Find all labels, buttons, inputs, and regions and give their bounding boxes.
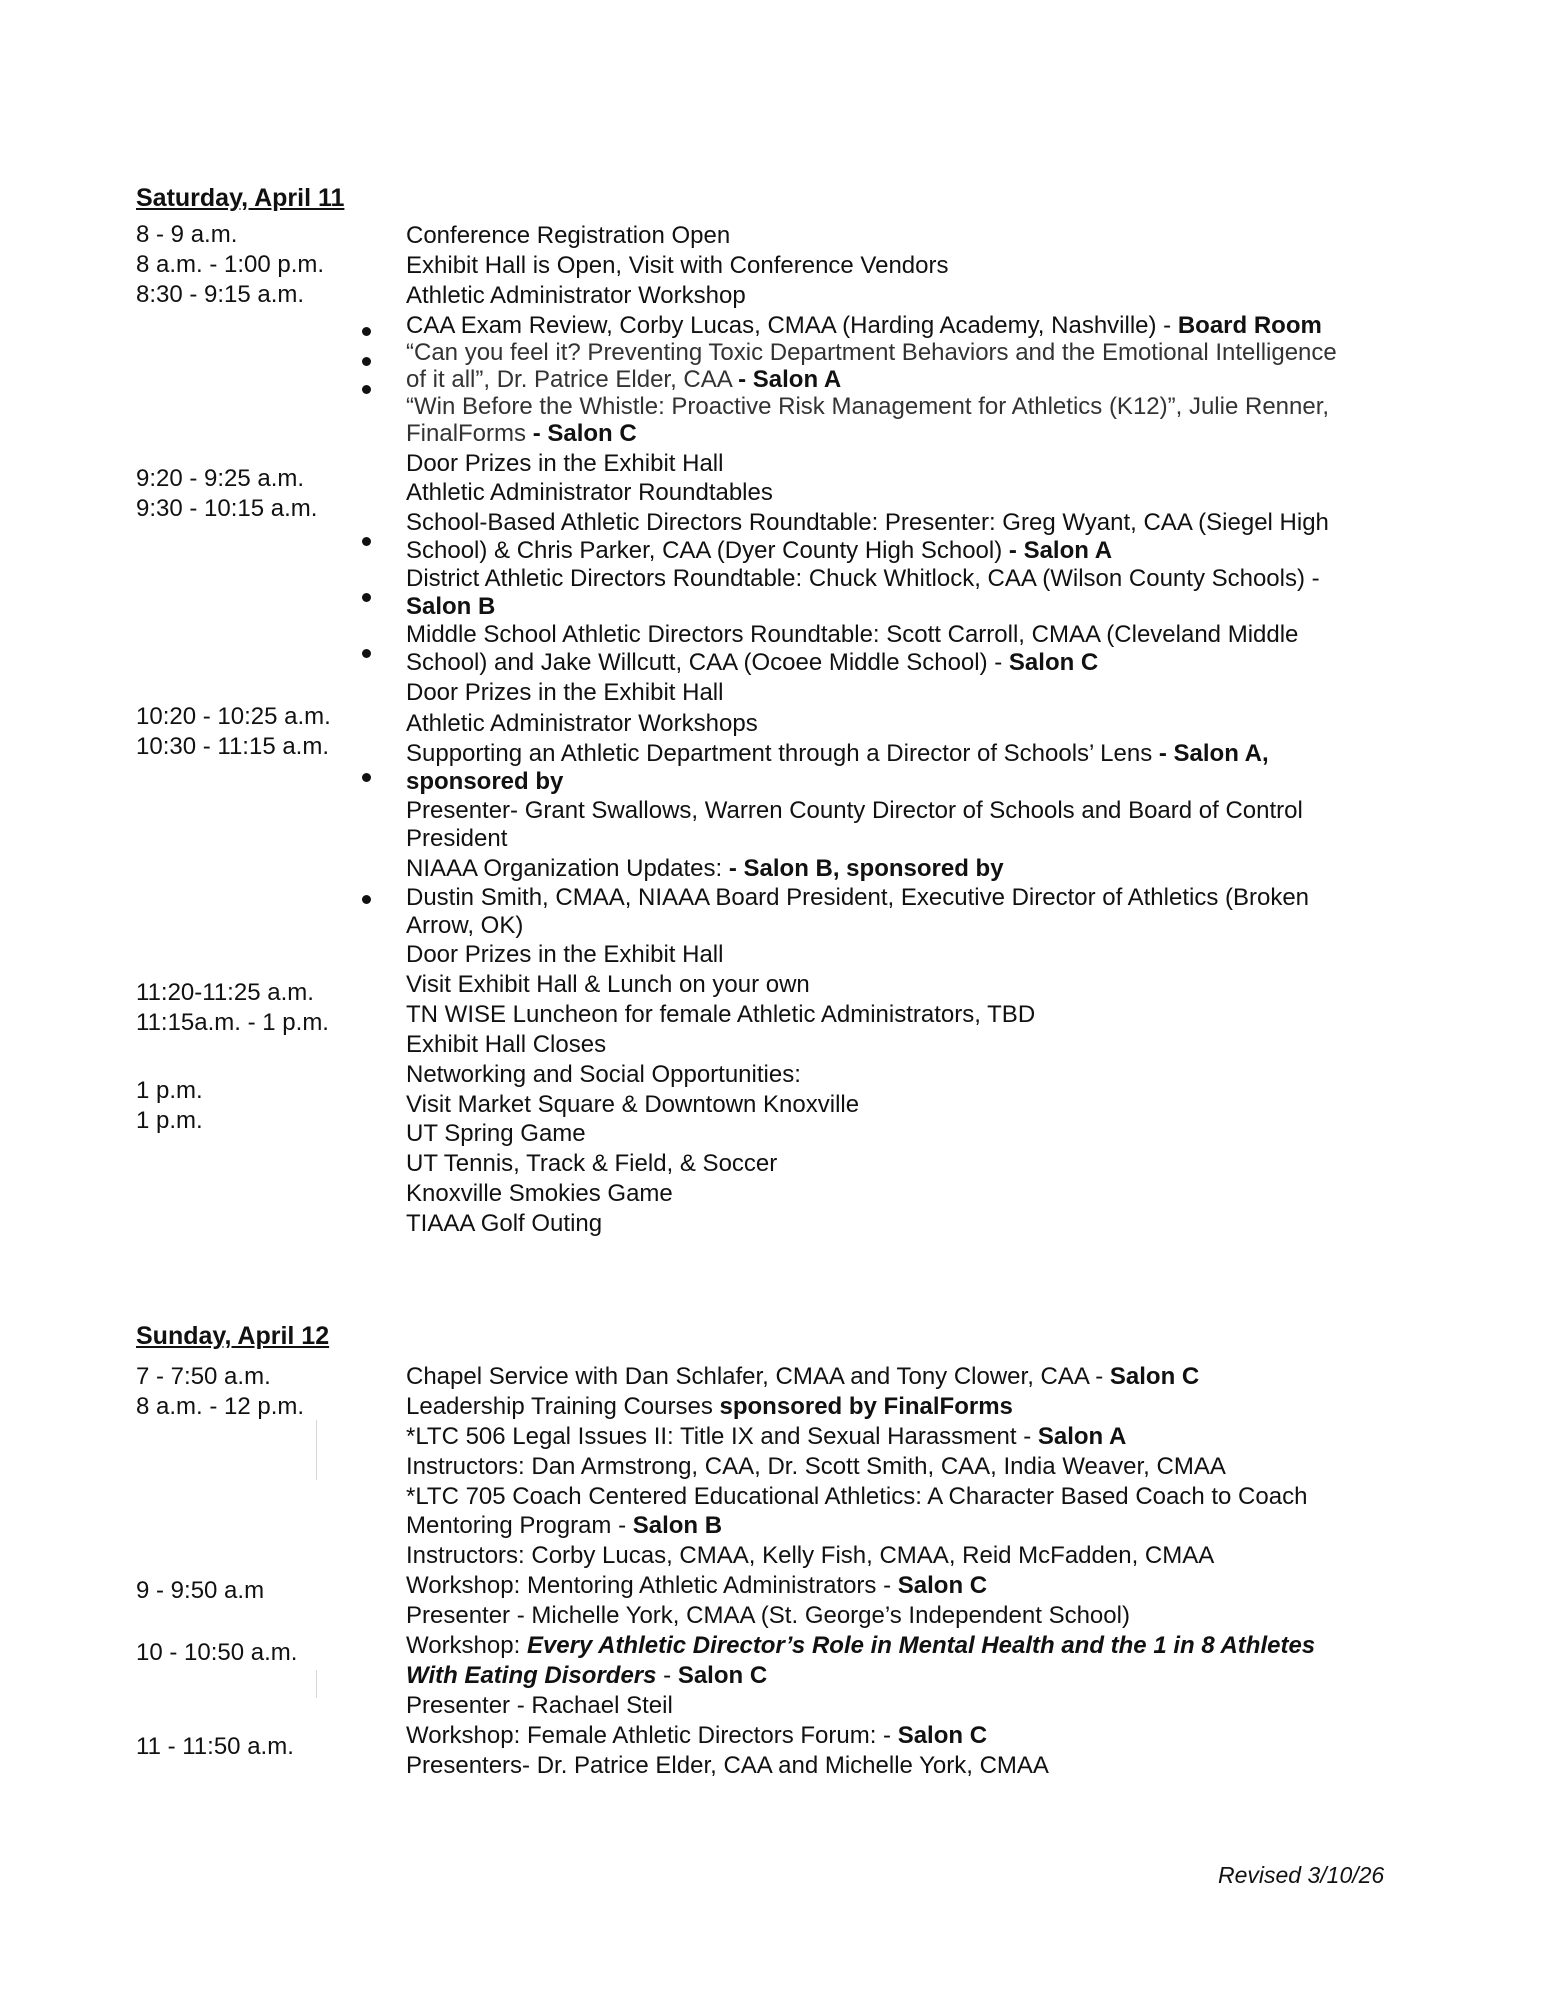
event-text: School) & Chris Parker, CAA (Dyer County High School) — [406, 537, 1009, 564]
event-line — [406, 1423, 1126, 1451]
event-text: Workshop: Mentoring Athletic Administrators - — [406, 1572, 898, 1599]
event-line: Visit Market Square & Downtown Knoxville — [406, 1091, 860, 1118]
time-label: 8 a.m. - 1:00 p.m. — [136, 251, 325, 278]
room-label: - Salon A — [1008, 537, 1113, 564]
event-line: Athletic Administrator Roundtables — [406, 479, 773, 506]
event-line: Presenter - Michelle York, CMAA (St. George’s Independent School) — [406, 1602, 1130, 1629]
event-text: Workshop: Female Athletic Directors Forum: - — [406, 1722, 898, 1749]
time-label: 9:30 - 10:15 a.m. — [136, 495, 318, 522]
event-text: CAA Exam Review, Corby Lucas, CMAA (Harding Academy, Nashville) - — [406, 312, 1178, 339]
bullet-icon — [362, 385, 371, 394]
sponsor-label: sponsored by FinalForms — [719, 1393, 1013, 1420]
event-line: Instructors: Dan Armstrong, CAA, Dr. Scott Smith, CAA, India Weaver, CMAA — [406, 1453, 1226, 1480]
event-line: Exhibit Hall is Open, Visit with Conference Vendors — [406, 252, 949, 279]
event-line: Athletic Administrator Workshops — [406, 710, 758, 737]
event-line: Knoxville Smokies Game — [406, 1180, 673, 1207]
event-line — [406, 1512, 722, 1540]
event-text: - — [656, 1662, 678, 1689]
event-line — [406, 1393, 1013, 1421]
event-text: of it all”, Dr. Patrice Elder, CAA — [406, 366, 739, 393]
event-text: Workshop: — [406, 1632, 527, 1659]
saturday-heading: Saturday, April 11 — [136, 184, 345, 212]
event-line — [406, 1572, 987, 1600]
event-line — [406, 1632, 1315, 1660]
event-line: Networking and Social Opportunities: — [406, 1061, 801, 1088]
time-label: 8 - 9 a.m. — [136, 221, 238, 248]
event-line: Presenters- Dr. Patrice Elder, CAA and Michelle York, CMAA — [406, 1752, 1049, 1779]
time-label: 9:20 - 9:25 a.m. — [136, 465, 305, 492]
time-label: 8 a.m. - 12 p.m. — [136, 1393, 305, 1420]
bullet-icon — [362, 537, 371, 546]
event-line — [406, 1662, 767, 1690]
room-label: - Salon B, sponsored by — [728, 855, 1004, 882]
bullet-icon — [362, 327, 371, 336]
event-line — [406, 366, 841, 394]
event-line: Middle School Athletic Directors Roundtable: Scott Carroll, CMAA (Cleveland Middle — [406, 621, 1299, 648]
event-line: “Can you feel it? Preventing Toxic Department Behaviors and the Emotional Intelligence — [406, 339, 1337, 366]
event-line: “Win Before the Whistle: Proactive Risk Management for Athletics (K12)”, Julie Renner, — [406, 393, 1330, 420]
event-line — [406, 855, 1004, 883]
room-label: Salon C — [897, 1572, 988, 1599]
room-label: Salon C — [1008, 649, 1099, 676]
time-label: 11:20-11:25 a.m. — [136, 979, 314, 1006]
event-line — [406, 312, 1322, 340]
event-line: School-Based Athletic Directors Roundtable: Presenter: Greg Wyant, CAA (Siegel High — [406, 509, 1329, 536]
time-label: 7 - 7:50 a.m. — [136, 1363, 271, 1390]
event-line: UT Spring Game — [406, 1120, 586, 1147]
event-line: Presenter- Grant Swallows, Warren County Director of Schools and Board of Control — [406, 797, 1303, 824]
time-label: 9 - 9:50 a.m — [136, 1577, 265, 1604]
event-line — [406, 537, 1112, 565]
room-label: Board Room — [1177, 312, 1322, 339]
event-line — [406, 649, 1098, 677]
bullet-icon — [362, 649, 371, 658]
event-line — [406, 1363, 1199, 1391]
room-label: Salon C — [897, 1722, 988, 1749]
bullet-icon — [362, 357, 371, 366]
event-line: TIAAA Golf Outing — [406, 1210, 603, 1237]
event-line: Door Prizes in the Exhibit Hall — [406, 450, 724, 477]
room-label: Salon B — [632, 1512, 723, 1539]
event-line: TN WISE Luncheon for female Athletic Administrators, TBD — [406, 1001, 1036, 1028]
workshop-title: Every Athletic Director’s Role in Mental Health and the 1 in 8 Athletes — [526, 1632, 1316, 1659]
event-text: School) and Jake Willcutt, CAA (Ocoee Middle School) - — [406, 649, 1009, 676]
event-line: Dustin Smith, CMAA, NIAAA Board President, Executive Director of Athletics (Broken — [406, 884, 1310, 911]
event-line: Door Prizes in the Exhibit Hall — [406, 679, 724, 706]
revised-date: Revised 3/10/26 — [1218, 1862, 1385, 1888]
time-label: 1 p.m. — [136, 1077, 203, 1104]
event-text: Chapel Service with Dan Schlafer, CMAA and Tony Clower, CAA - — [406, 1363, 1110, 1390]
event-text: Leadership Training Courses — [406, 1393, 720, 1420]
event-line: Conference Registration Open — [406, 222, 731, 249]
event-line: Arrow, OK) — [406, 912, 524, 939]
room-label: Salon B — [406, 593, 496, 620]
bullet-icon — [362, 773, 371, 782]
workshop-title: With Eating Disorders — [406, 1662, 657, 1689]
event-line: *LTC 705 Coach Centered Educational Athletics: A Character Based Coach to Coach — [406, 1483, 1308, 1510]
divider — [316, 1420, 317, 1480]
event-text: Mentoring Program - — [406, 1512, 633, 1539]
room-label: Salon A — [1037, 1423, 1127, 1450]
event-line — [406, 420, 637, 448]
bullet-icon — [362, 593, 371, 602]
time-label: 10:20 - 10:25 a.m. — [136, 703, 331, 730]
event-line: District Athletic Directors Roundtable: Chuck Whitlock, CAA (Wilson County Schools) - — [406, 565, 1320, 592]
room-label: - Salon A, — [1158, 740, 1269, 767]
room-label: - Salon C — [532, 420, 637, 447]
event-line: Presenter - Rachael Steil — [406, 1692, 673, 1719]
room-label: - Salon A — [738, 366, 842, 393]
event-line: Athletic Administrator Workshop — [406, 282, 746, 309]
time-label: 1 p.m. — [136, 1107, 203, 1134]
time-label: 11:15a.m. - 1 p.m. — [136, 1009, 329, 1036]
time-label: 10:30 - 11:15 a.m. — [136, 733, 330, 760]
sponsor-label: sponsored by — [406, 768, 564, 795]
event-text: Supporting an Athletic Department through a Director of Schools’ Lens — [406, 740, 1159, 767]
time-label: 8:30 - 9:15 a.m. — [136, 281, 305, 308]
divider — [316, 1670, 317, 1698]
room-label: Salon C — [1109, 1363, 1200, 1390]
event-line: Door Prizes in the Exhibit Hall — [406, 941, 724, 968]
event-line: UT Tennis, Track & Field, & Soccer — [406, 1150, 778, 1177]
sunday-heading: Sunday, April 12 — [136, 1322, 330, 1350]
event-line: President — [406, 825, 508, 852]
room-label: Salon C — [677, 1662, 768, 1689]
event-line: Exhibit Hall Closes — [406, 1031, 607, 1058]
event-text: FinalForms — [406, 420, 533, 447]
time-label: 11 - 11:50 a.m. — [136, 1733, 294, 1760]
event-line — [406, 1722, 987, 1750]
event-line — [406, 740, 1269, 768]
time-label: 10 - 10:50 a.m. — [136, 1639, 298, 1666]
event-text: *LTC 506 Legal Issues II: Title IX and Sexual Harassment - — [406, 1423, 1038, 1450]
event-text: NIAAA Organization Updates: — [406, 855, 729, 882]
event-line: Instructors: Corby Lucas, CMAA, Kelly Fish, CMAA, Reid McFadden, CMAA — [406, 1542, 1215, 1569]
event-line: Visit Exhibit Hall & Lunch on your own — [406, 971, 810, 998]
bullet-icon — [362, 895, 371, 904]
